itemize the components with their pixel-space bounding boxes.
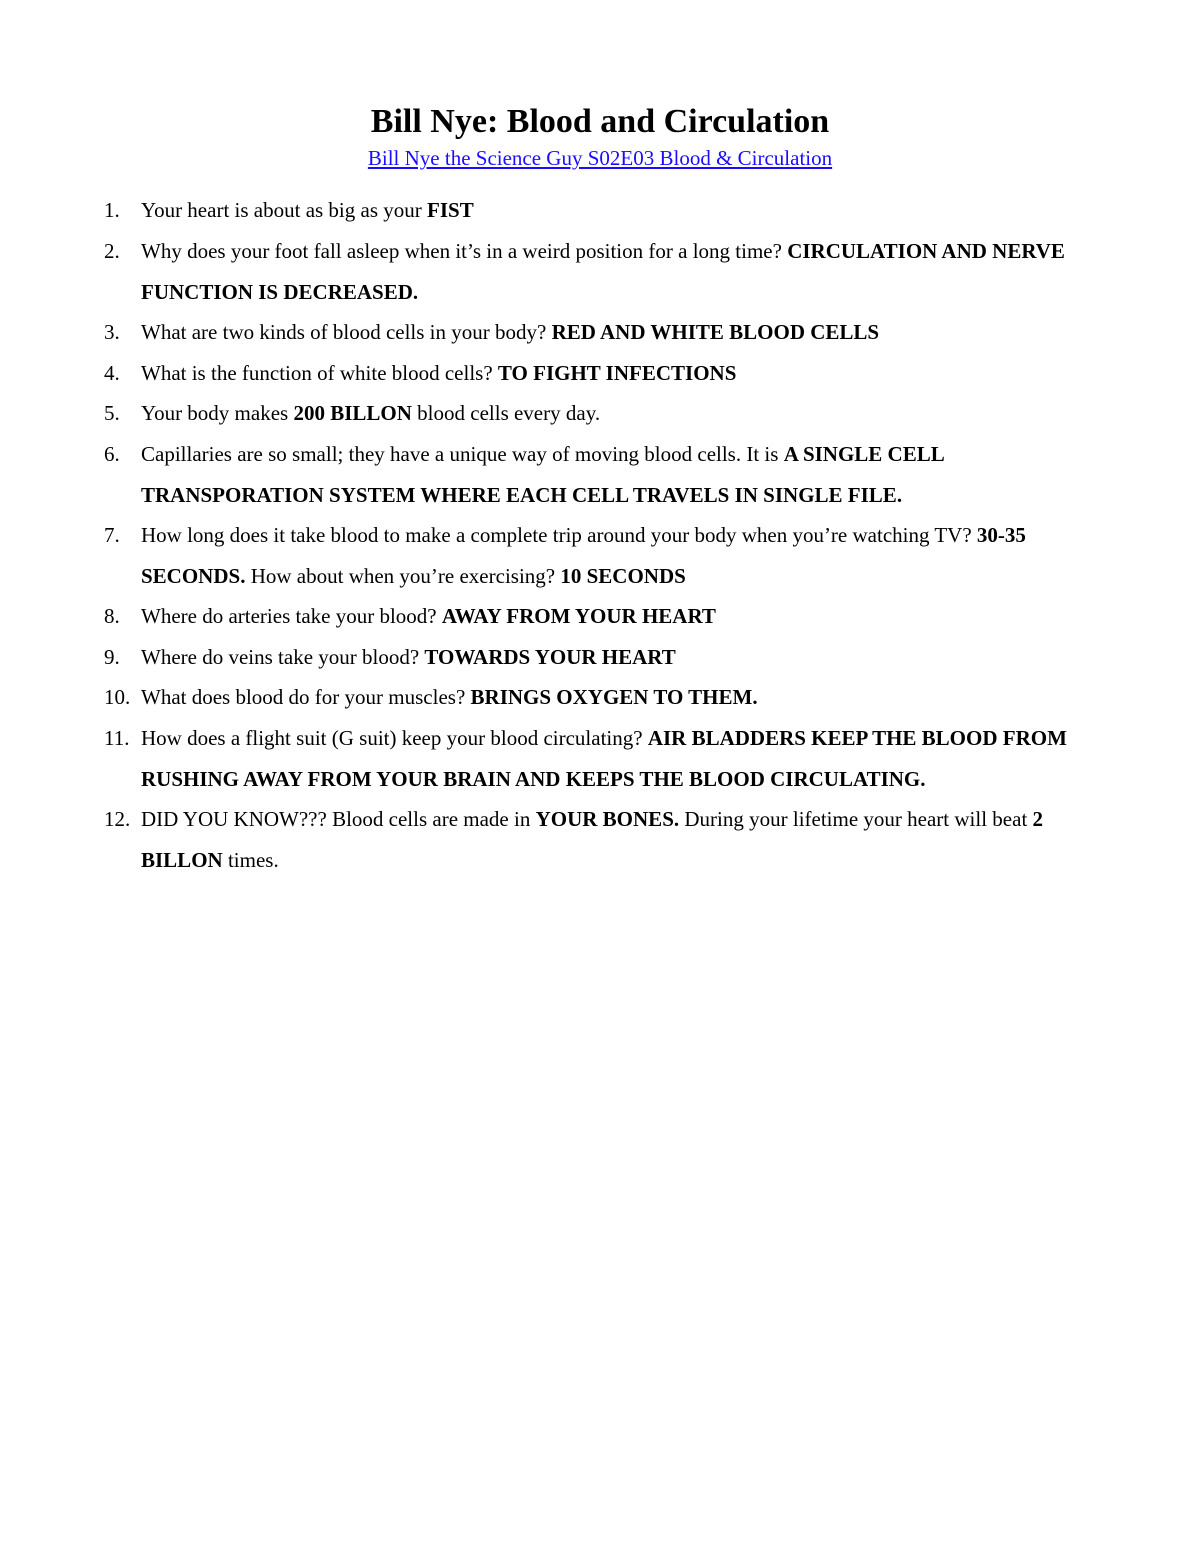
question-text xyxy=(141,677,1124,718)
question-number: 9. xyxy=(104,645,120,669)
page-title: Bill Nye: Blood and Circulation xyxy=(370,103,830,140)
question-part: blood cells every day. xyxy=(411,401,601,425)
answer-part: 30-35 SECONDS. xyxy=(141,523,1026,588)
question-item xyxy=(104,434,1124,515)
answer-part: YOUR BONES. xyxy=(535,807,680,831)
question-part: times. xyxy=(222,847,279,872)
question-part: How about when you’re exercising? xyxy=(245,563,561,588)
question-item xyxy=(104,677,1124,718)
question-text xyxy=(141,231,1124,312)
answer-part: TOWARDS YOUR HEART xyxy=(424,645,676,669)
answer-part: AWAY FROM YOUR HEART xyxy=(441,604,716,628)
question-number: 5. xyxy=(104,401,120,425)
question-number: 3. xyxy=(104,320,120,344)
question-text xyxy=(141,312,1124,353)
video-link[interactable]: Bill Nye the Science Guy S02E03 Blood & Circulation xyxy=(367,146,833,170)
question-part: DID YOU KNOW??? Blood cells are made in xyxy=(141,807,536,831)
question-text xyxy=(141,718,1124,799)
question-number: 6. xyxy=(104,442,120,466)
question-part: What is the function of white blood cells? xyxy=(141,361,498,385)
answer-part: FIST xyxy=(427,198,474,222)
question-text xyxy=(141,637,1124,678)
question-item xyxy=(104,596,1124,637)
question-item xyxy=(104,799,1124,880)
question-number: 4. xyxy=(104,361,120,385)
answer-part: BRINGS OXYGEN TO THEM. xyxy=(470,685,758,709)
question-number: 2. xyxy=(104,239,120,263)
question-text xyxy=(141,353,1124,394)
answer-part: A SINGLE CELL TRANSPORATION SYSTEM WHERE EACH CELL TRAVELS IN SINGLE FILE. xyxy=(141,442,944,507)
question-number: 8. xyxy=(104,604,120,628)
answer-part: 2 BILLON xyxy=(141,807,1044,872)
question-item xyxy=(104,231,1124,312)
question-text xyxy=(141,190,1124,231)
question-number: 1. xyxy=(104,198,120,222)
question-part: How does a flight suit (G suit) keep your blood circulating? xyxy=(141,726,648,750)
question-part: Where do veins take your blood? xyxy=(141,645,425,669)
question-part: Why does your foot fall asleep when it’s in a weird position for a long time? xyxy=(141,239,788,263)
question-part: What are two kinds of blood cells in your body? xyxy=(141,320,552,344)
question-part: What does blood do for your muscles? xyxy=(141,685,471,709)
question-part: Your heart is about as big as your xyxy=(141,198,428,222)
question-text xyxy=(141,596,1124,637)
question-text xyxy=(141,799,1124,880)
question-number: 11. xyxy=(104,726,130,750)
question-item xyxy=(104,515,1124,596)
question-number: 10. xyxy=(104,685,131,709)
question-part: During your lifetime your heart will beat xyxy=(679,807,1033,831)
question-text xyxy=(141,515,1124,596)
question-text xyxy=(141,393,1124,434)
answer-part: 10 SECONDS xyxy=(560,563,686,588)
question-part: Your body makes xyxy=(141,401,294,425)
answer-part: TO FIGHT INFECTIONS xyxy=(497,361,737,385)
question-text xyxy=(141,434,1124,515)
question-part: Where do arteries take your blood? xyxy=(141,604,442,628)
question-number: 12. xyxy=(104,807,131,831)
answer-part: AIR BLADDERS KEEP THE BLOOD FROM RUSHING AWAY FROM YOUR BRAIN AND KEEPS THE BLOOD CIRCULATING. xyxy=(141,726,1067,791)
answer-part: 200 BILLON xyxy=(293,401,412,425)
question-item xyxy=(104,393,1124,434)
question-part: Capillaries are so small; they have a unique way of moving blood cells. It is xyxy=(141,442,784,466)
question-item xyxy=(104,353,1124,394)
question-item xyxy=(104,190,1124,231)
question-number: 7. xyxy=(104,523,120,547)
answer-part: CIRCULATION AND NERVE FUNCTION IS DECREASED. xyxy=(141,239,1065,304)
question-part: How long does it take blood to make a complete trip around your body when you’re watching TV? xyxy=(141,523,977,547)
question-item xyxy=(104,312,1124,353)
answer-part: RED AND WHITE BLOOD CELLS xyxy=(551,320,880,344)
question-item xyxy=(104,637,1124,678)
question-item xyxy=(104,718,1124,799)
